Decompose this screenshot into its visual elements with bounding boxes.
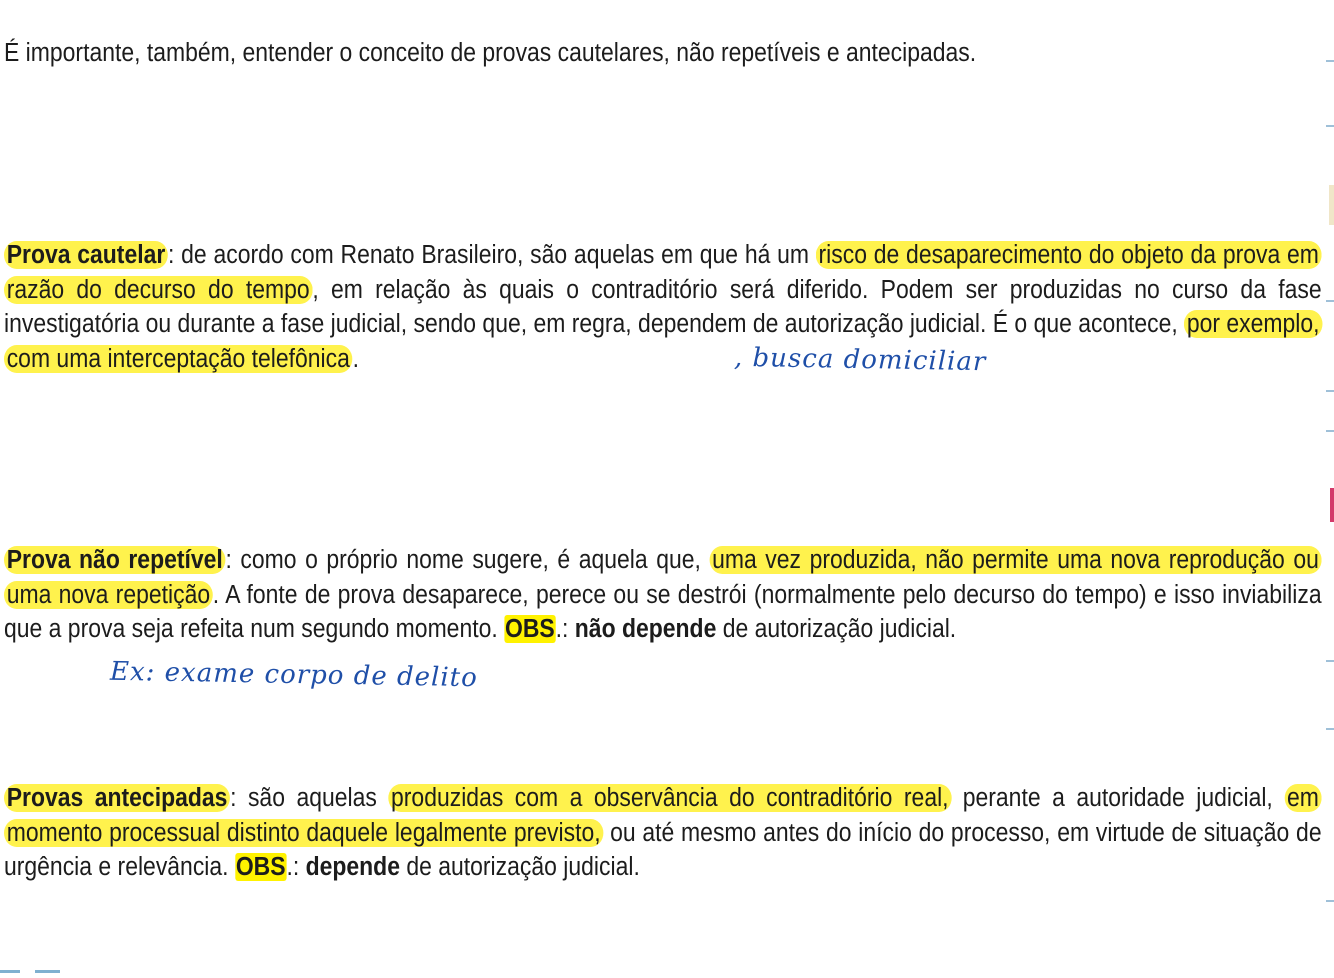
highlight: risco de desaparecimento do objeto da prova em razão do decurso do tempo [4, 241, 1322, 304]
intro-paragraph [4, 36, 1190, 71]
text-segment: , em relação às quais o contraditório será diferido. Podem ser produzidas no curso da fase investigatória ou durante a fase judicial, sendo que, em regra, dependem de autorização judicial. É o que acontece, [4, 275, 1322, 338]
text-segment: : como o próprio nome sugere, é aquela que, [225, 546, 710, 574]
edge-tick [1326, 390, 1334, 392]
edge-tick [1326, 430, 1334, 432]
text-segment: : são aquelas [230, 784, 389, 812]
obs-label: OBS [505, 615, 555, 643]
edge-tick [1326, 300, 1334, 302]
handwritten-note-exame: Ex: exame corpo de delito [109, 656, 479, 694]
bold-text: não depende [574, 615, 717, 643]
text-segment: : de acordo com Renato Brasileiro, são aquelas em que há um [167, 241, 816, 269]
edge-tick [1326, 728, 1334, 730]
highlight: em momento processual distinto daquele legalmente previsto, [4, 784, 1322, 847]
edge-tick [1326, 125, 1334, 127]
prova-cautelar-term: Prova cautelar [4, 241, 168, 269]
highlight: uma vez produzida, não permite uma nova reprodução ou uma nova repetição [4, 546, 1322, 609]
text-segment: de autorização judicial. [399, 853, 640, 881]
text-segment: .: [286, 853, 306, 881]
page-edge-mark [1330, 488, 1334, 522]
provas-antecipadas-term: Provas antecipadas [4, 784, 230, 812]
highlight: por exemplo, com uma interceptação telefônica [4, 310, 1322, 373]
page-edge-decoration [1329, 185, 1334, 225]
edge-tick [1326, 900, 1334, 902]
handwritten-note-busca-domiciliar: , busca domiciliar [733, 342, 987, 378]
highlight: produzidas com a observância do contraditório real, [388, 784, 951, 812]
text-segment: . [352, 344, 359, 373]
prova-cautelar-paragraph [4, 238, 1322, 376]
intro-text: É importante, também, entender o conceito de provas cautelares, não repetíveis e antecipadas. [4, 39, 977, 67]
edge-tick [1326, 660, 1334, 662]
text-segment: ou até mesmo antes do início do processo, em virtude de situação de urgência e relevância. [4, 818, 1322, 881]
prova-nao-repetivel-paragraph [4, 543, 1322, 647]
prova-nao-repetivel-term: Prova não repetível [4, 546, 225, 574]
text-segment: .: [555, 615, 575, 643]
text-segment: perante a autoridade judicial, [951, 784, 1285, 812]
text-segment: de autorização judicial. [716, 615, 957, 643]
edge-tick [1326, 60, 1334, 62]
corner-decoration [0, 970, 60, 973]
obs-label: OBS [235, 853, 286, 881]
text-segment: . A fonte de prova desaparece, perece ou se destrói (normalmente pelo decurso do tempo) e isso inviabiliza que a prova seja refeita num segundo momento. [4, 580, 1322, 643]
bold-text: depende [305, 853, 400, 881]
provas-antecipadas-paragraph [4, 781, 1322, 885]
